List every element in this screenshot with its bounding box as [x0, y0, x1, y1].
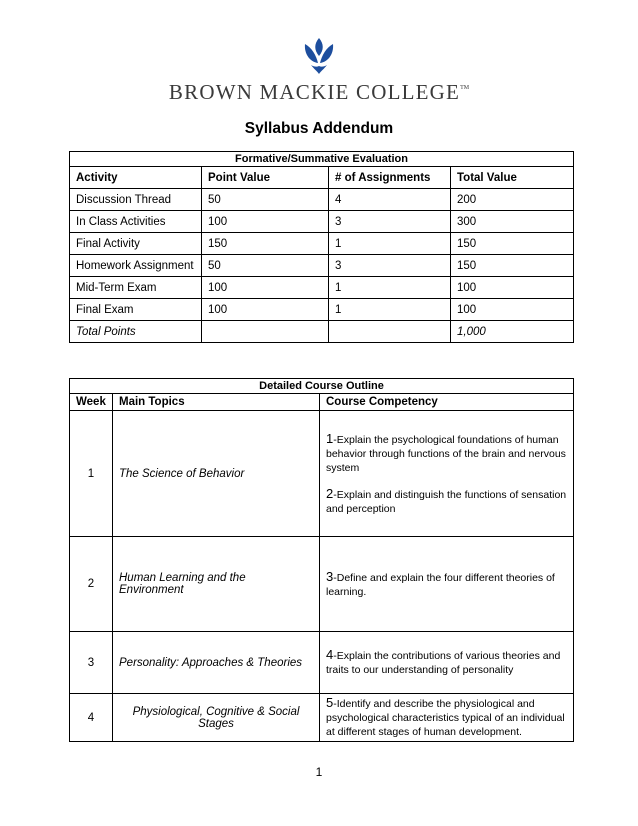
assignments-cell: 3	[329, 255, 451, 277]
table-row	[70, 233, 574, 255]
empty-cell	[202, 321, 329, 343]
competency-text: -Identify and describe the physiological and psychological characteristics typical of an individual at different stages of human development.	[326, 698, 565, 738]
table-row	[70, 277, 574, 299]
point-value-cell: 100	[202, 277, 329, 299]
assignments-cell: 1	[329, 233, 451, 255]
trademark-mark: TM	[460, 85, 470, 91]
competency-number: 2	[326, 485, 334, 501]
competency-text: -Explain the psychological foundations of human behavior through functions of the brain and nervous system	[326, 433, 566, 474]
table-row	[70, 255, 574, 277]
main-topic: Personality: Approaches & Theories	[113, 632, 320, 694]
week-row	[70, 537, 574, 632]
competency-cell	[320, 632, 574, 694]
assignments-cell: 1	[329, 299, 451, 321]
column-header: Point Value	[202, 167, 329, 189]
main-topic: The Science of Behavior	[113, 411, 320, 537]
competency-text: -Explain and distinguish the functions of sensation and perception	[326, 488, 567, 515]
column-header: Course Competency	[320, 394, 574, 411]
week-row	[70, 694, 574, 742]
competency-number: 3	[326, 568, 334, 584]
evaluation-header-row	[70, 167, 574, 189]
page-number: 1	[315, 765, 323, 779]
column-header: Total Value	[451, 167, 574, 189]
point-value-cell: 50	[202, 189, 329, 211]
competency-item	[326, 432, 567, 475]
assignments-cell: 4	[329, 189, 451, 211]
week-number: 3	[70, 632, 113, 694]
point-value-cell: 100	[202, 211, 329, 233]
competency-number: 1	[326, 430, 334, 446]
competency-item	[326, 570, 567, 599]
competency-cell	[320, 411, 574, 537]
competency-text: -Define and explain the four different theories of learning.	[326, 571, 555, 598]
column-header: Week	[70, 394, 113, 411]
total-value-cell: 100	[451, 277, 574, 299]
column-header: # of Assignments	[329, 167, 451, 189]
college-logo	[0, 36, 638, 105]
activity-cell: Mid-Term Exam	[70, 277, 202, 299]
activity-cell: Homework Assignment	[70, 255, 202, 277]
table-row	[70, 189, 574, 211]
competency-number: 4	[326, 647, 334, 662]
assignments-cell: 3	[329, 211, 451, 233]
outline-caption: Detailed Course Outline	[70, 379, 574, 394]
column-header: Activity	[70, 167, 202, 189]
point-value-cell: 100	[202, 299, 329, 321]
table-row	[70, 299, 574, 321]
total-value-cell: 150	[451, 255, 574, 277]
table-row	[70, 211, 574, 233]
activity-cell: In Class Activities	[70, 211, 202, 233]
college-name: BROWN MACKIE COLLEGE™	[168, 80, 470, 104]
outline-header-row	[70, 394, 574, 411]
course-outline-table	[69, 378, 574, 742]
main-topic: Physiological, Cognitive & Social Stages	[113, 694, 320, 742]
competency-item	[326, 487, 567, 516]
point-value-cell: 50	[202, 255, 329, 277]
week-number: 1	[70, 411, 113, 537]
total-value-cell: 150	[451, 233, 574, 255]
activity-cell: Final Activity	[70, 233, 202, 255]
evaluation-caption: Formative/Summative Evaluation	[70, 152, 574, 167]
total-value-cell: 300	[451, 211, 574, 233]
total-value-cell: 1,000	[451, 321, 574, 343]
competency-cell	[320, 537, 574, 632]
main-topic: Human Learning and the Environment	[113, 537, 320, 632]
total-value-cell: 200	[451, 189, 574, 211]
activity-cell: Discussion Thread	[70, 189, 202, 211]
empty-cell	[329, 321, 451, 343]
week-row	[70, 411, 574, 537]
competency-item	[326, 648, 567, 677]
column-header: Main Topics	[113, 394, 320, 411]
week-number: 2	[70, 537, 113, 632]
flame-leaf-icon	[302, 36, 336, 76]
competency-number: 5	[326, 695, 334, 710]
week-row	[70, 632, 574, 694]
assignments-cell: 1	[329, 277, 451, 299]
activity-cell: Final Exam	[70, 299, 202, 321]
total-value-cell: 100	[451, 299, 574, 321]
point-value-cell: 150	[202, 233, 329, 255]
total-row	[70, 321, 574, 343]
competency-item	[326, 696, 567, 739]
total-label-cell: Total Points	[70, 321, 202, 343]
document-title: Syllabus Addendum	[244, 120, 394, 137]
competency-text: -Explain the contributions of various theories and traits to our understanding of personality	[326, 650, 561, 676]
week-number: 4	[70, 694, 113, 742]
competency-cell	[320, 694, 574, 742]
evaluation-table	[69, 151, 574, 343]
